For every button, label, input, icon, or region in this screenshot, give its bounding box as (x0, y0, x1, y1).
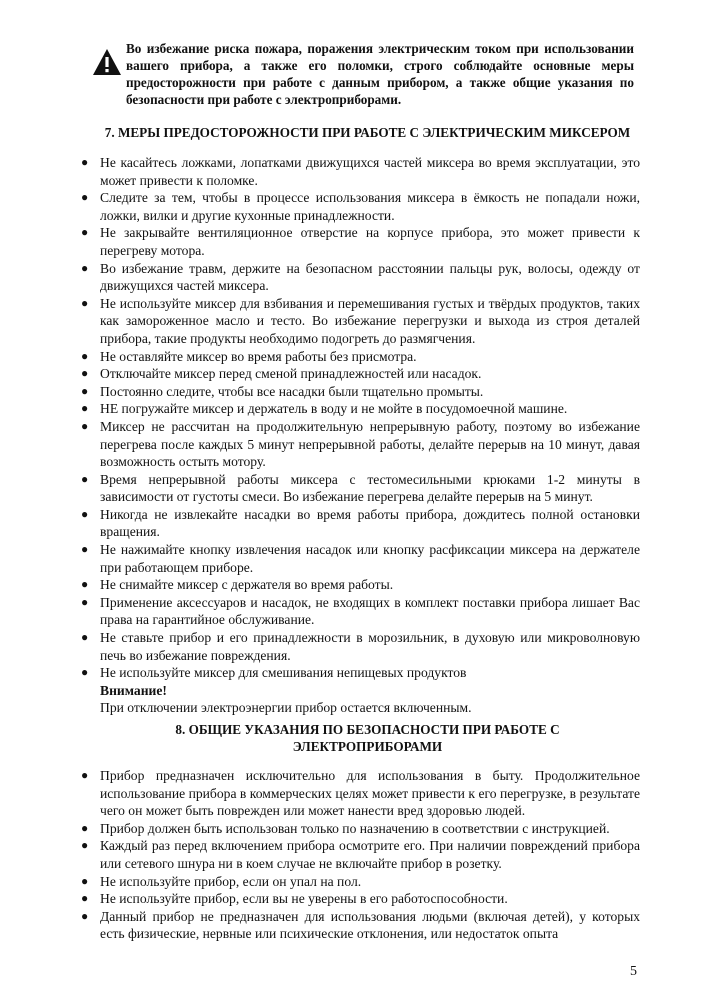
bullet-icon: ● (81, 630, 89, 645)
list-item: ● Никогда не извлекайте насадки во время работы прибора, дождитесь полной остановки вращения. (81, 506, 640, 540)
list-item: ● Каждый раз перед включением прибора осмотрите его. При наличии повреждений прибора или сетевого шнура ни в коем случае не включайте прибор в розетку. (81, 838, 640, 871)
bullet-icon: ● (81, 295, 89, 310)
section-7-list (80, 154, 640, 717)
section-7-title: 7. МЕРЫ ПРЕДОСТОРОЖНОСТИ ПРИ РАБОТЕ С ЭЛЕКТРИЧЕСКИМ МИКСЕРОМ (104, 125, 631, 140)
list-item: ● Прибор должен быть использован только по назначению в соответствии с инструкцией. (81, 820, 610, 836)
list-item: ● Постоянно следите, чтобы все насадки были тщательно промыты. (81, 383, 484, 399)
bullet-icon: ● (81, 401, 89, 416)
bullet-icon: ● (81, 873, 89, 888)
list-item: ● НЕ погружайте миксер и держатель в воду и не мойте в посудомоечной машине. (81, 401, 568, 417)
bullet-icon: ● (81, 366, 89, 381)
bullet-icon: ● (81, 418, 89, 433)
bullet-icon: ● (81, 506, 89, 521)
list-item: ● Применение аксессуаров и насадок, не входящих в комплект поставки прибора лишает Вас права на гарантийное обслуживание. (81, 594, 640, 628)
bullet-icon: ● (81, 542, 89, 557)
list-item: ● Прибор предназначен исключительно для использования в быту. Продолжительное использование прибора в коммерческих целях может привести к его перегрузке, в результате чего он может быть поврежден или может нанести вред здоровью людей. (81, 768, 640, 819)
bullet-icon: ● (81, 891, 89, 906)
bullet-icon: ● (81, 768, 89, 782)
page-number: 5 (630, 964, 637, 979)
list-item: ● Не нажимайте кнопку извлечения насадок или кнопку расфиксации миксера на держателе при работающем приборе. (81, 542, 640, 575)
bullet-icon: ● (81, 225, 89, 240)
bullet-icon: ● (81, 665, 89, 680)
list-item: ● Время непрерывной работы миксера с тестомесильными крюками 1-2 минуты в зависимости от густоты смеси. Во избежание перегрева делайте перерыв на 5 минут. (81, 471, 640, 505)
list-item: ● Отключайте миксер перед сменой принадлежностей или насадок. (81, 366, 482, 382)
list-item: ● Миксер не рассчитан на продолжительную непрерывную работу, поэтому во избежание перегрева после каждых 5 минут непрерывной работы, делайте перерыв на 10 минут, давая возможность остыть мотору. (81, 418, 640, 470)
list-item: ● Не используйте миксер для взбивания и перемешивания густых и твёрдых продуктов, таких как замороженное масло и тесто. Во избежание перегрузки и выхода из строя деталей прибора, такие продукты необходимо подогреть до размягчения. (81, 295, 640, 346)
list-item: ● Не используйте миксер для смешивания непищевых продуктов (81, 665, 467, 681)
warning-block (92, 40, 637, 108)
bullet-icon: ● (81, 260, 89, 275)
list-item: ● Не снимайте миксер с держателя во время работы. (81, 577, 394, 593)
bullet-icon: ● (81, 838, 89, 853)
bullet-icon: ● (81, 383, 89, 398)
list-item: ● Данный прибор не предназначен для использования людьми (включая детей), у которых есть физические, нервные или психические отклонения, или недостаток опыта (81, 908, 640, 942)
bullet-icon: ● (81, 348, 89, 363)
attention-text: При отключении электроэнергии прибор остается включенным. (100, 700, 472, 716)
list-item: ● Не оставляйте миксер во время работы без присмотра. (81, 348, 417, 364)
bullet-icon: ● (81, 594, 89, 609)
bullet-icon: ● (81, 471, 89, 486)
bullet-icon: ● (81, 820, 89, 835)
section-8-title (95, 721, 640, 755)
warning-text: Во избежание риска пожара, поражения электрическим током при использовании вашего прибора, а также его поломки, строго соблюдайте основные меры предосторожности при работе с данным прибором, а также общие указания по безопасности при работе с электроприборами. (126, 41, 634, 107)
list-item: ● Не ставьте прибор и его принадлежности в морозильник, в духовую или микроволновую печь во избежание повреждения. (81, 630, 640, 663)
bullet-icon: ● (81, 577, 89, 592)
list-item: ● Не закрывайте вентиляционное отверстие на корпусе прибора, это может привести к перегреву мотора. (81, 225, 640, 258)
list-item: ● Во избежание травм, держите на безопасном расстоянии пальцы рук, волосы, одежду от движущихся частей миксера. (81, 260, 640, 294)
attention-title: Внимание! (100, 682, 167, 698)
list-item: ● Не используйте прибор, если вы не уверены в его работоспособности. (81, 891, 508, 907)
bullet-icon: ● (81, 155, 89, 169)
section-8-title-line-2: ЭЛЕКТРОПРИБОРАМИ (292, 739, 443, 754)
bullet-icon: ● (81, 908, 89, 923)
list-item: ● Не касайтесь ложками, лопатками движущихся частей миксера во время эксплуатации, это может привести к поломке. (81, 155, 640, 188)
list-item: ● Не используйте прибор, если он упал на пол. (81, 873, 362, 889)
section-8-list (80, 767, 640, 943)
section-8-title-line-1: 8. ОБЩИЕ УКАЗАНИЯ ПО БЕЗОПАСНОСТИ ПРИ РАБОТЕ С (175, 722, 560, 737)
bullet-icon: ● (81, 190, 89, 205)
list-item: ● Следите за тем, чтобы в процессе использования миксера в ёмкость не попадали ножи, ложки, вилки и другие кухонные принадлежности. (81, 190, 640, 223)
warning-triangle-icon (92, 48, 122, 76)
